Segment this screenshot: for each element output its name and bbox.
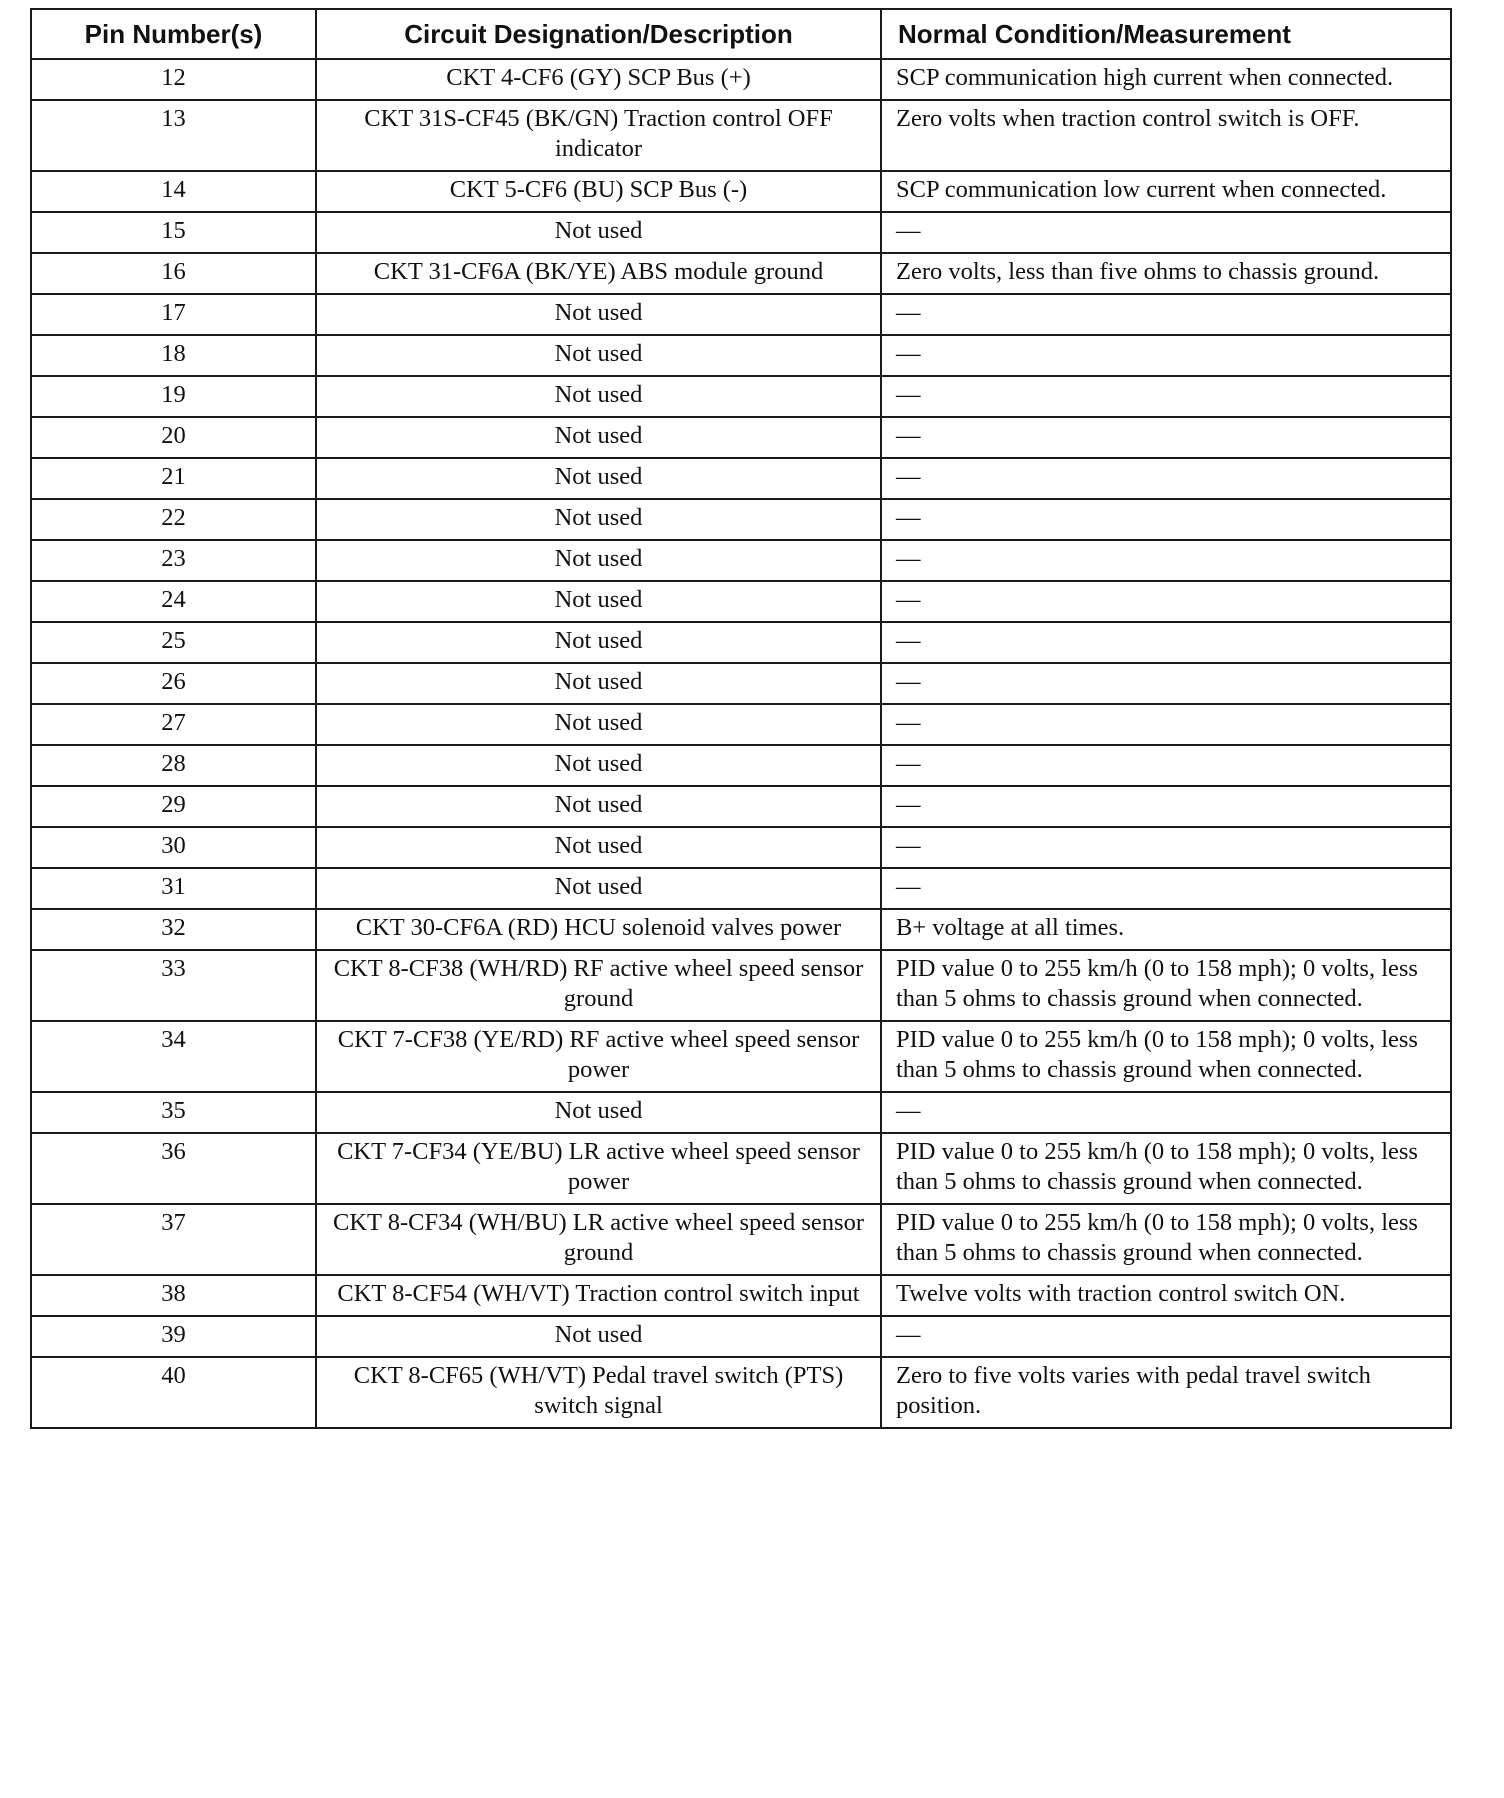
normal-condition-cell: SCP communication high current when connected. <box>881 59 1451 100</box>
table-row <box>31 212 1451 253</box>
table-row <box>31 622 1451 663</box>
table-row <box>31 171 1451 212</box>
normal-condition-cell: — <box>881 745 1451 786</box>
circuit-description-cell: Not used <box>316 212 881 253</box>
circuit-description-cell: Not used <box>316 294 881 335</box>
table-row <box>31 745 1451 786</box>
table-row <box>31 1357 1451 1428</box>
circuit-description-cell: CKT 4-CF6 (GY) SCP Bus (+) <box>316 59 881 100</box>
circuit-description-cell: CKT 31-CF6A (BK/YE) ABS module ground <box>316 253 881 294</box>
circuit-description-cell: Not used <box>316 704 881 745</box>
circuit-description-cell: Not used <box>316 458 881 499</box>
normal-condition-cell: SCP communication low current when connected. <box>881 171 1451 212</box>
pin-cell: 14 <box>31 171 316 212</box>
pin-cell: 37 <box>31 1204 316 1275</box>
normal-condition-cell: — <box>881 376 1451 417</box>
pin-cell: 40 <box>31 1357 316 1428</box>
pin-cell: 12 <box>31 59 316 100</box>
normal-condition-cell: — <box>881 786 1451 827</box>
circuit-description-cell: Not used <box>316 827 881 868</box>
pin-cell: 17 <box>31 294 316 335</box>
circuit-description-cell: Not used <box>316 663 881 704</box>
pin-cell: 21 <box>31 458 316 499</box>
table-row <box>31 540 1451 581</box>
table-row <box>31 376 1451 417</box>
circuit-description-cell: Not used <box>316 499 881 540</box>
normal-condition-cell: — <box>881 1092 1451 1133</box>
table-row <box>31 950 1451 1021</box>
normal-condition-cell: — <box>881 1316 1451 1357</box>
pin-cell: 28 <box>31 745 316 786</box>
table-row <box>31 335 1451 376</box>
normal-condition-cell: Zero volts, less than five ohms to chassis ground. <box>881 253 1451 294</box>
header-row <box>31 9 1451 59</box>
table-row <box>31 1021 1451 1092</box>
circuit-description-cell: Not used <box>316 335 881 376</box>
pin-cell: 13 <box>31 100 316 171</box>
normal-condition-cell: — <box>881 622 1451 663</box>
header-circuit-designation: Circuit Designation/Description <box>316 9 881 59</box>
table-row <box>31 1204 1451 1275</box>
normal-condition-cell: — <box>881 212 1451 253</box>
table-row <box>31 581 1451 622</box>
normal-condition-cell: — <box>881 704 1451 745</box>
circuit-description-cell: Not used <box>316 868 881 909</box>
circuit-description-cell: CKT 30-CF6A (RD) HCU solenoid valves power <box>316 909 881 950</box>
header-normal-condition: Normal Condition/Measurement <box>881 9 1451 59</box>
circuit-description-cell: Not used <box>316 417 881 458</box>
pin-cell: 31 <box>31 868 316 909</box>
pin-cell: 24 <box>31 581 316 622</box>
normal-condition-cell: — <box>881 868 1451 909</box>
table-row <box>31 1133 1451 1204</box>
normal-condition-cell: — <box>881 827 1451 868</box>
table-row <box>31 909 1451 950</box>
normal-condition-cell: — <box>881 663 1451 704</box>
pin-cell: 18 <box>31 335 316 376</box>
normal-condition-cell: — <box>881 499 1451 540</box>
pin-cell: 33 <box>31 950 316 1021</box>
circuit-description-cell: Not used <box>316 622 881 663</box>
table-row <box>31 827 1451 868</box>
circuit-description-cell: CKT 31S-CF45 (BK/GN) Traction control OFF indicator <box>316 100 881 171</box>
circuit-description-cell: CKT 5-CF6 (BU) SCP Bus (-) <box>316 171 881 212</box>
pinout-table-container <box>30 8 1450 1429</box>
normal-condition-cell: — <box>881 458 1451 499</box>
circuit-description-cell: Not used <box>316 786 881 827</box>
table-row <box>31 868 1451 909</box>
normal-condition-cell: Zero volts when traction control switch is OFF. <box>881 100 1451 171</box>
circuit-description-cell: Not used <box>316 745 881 786</box>
pin-cell: 32 <box>31 909 316 950</box>
table-row <box>31 786 1451 827</box>
pin-cell: 34 <box>31 1021 316 1092</box>
normal-condition-cell: — <box>881 294 1451 335</box>
normal-condition-cell: — <box>881 417 1451 458</box>
table-row <box>31 1316 1451 1357</box>
pinout-table <box>30 8 1452 1429</box>
table-body <box>31 59 1451 1428</box>
normal-condition-cell: — <box>881 540 1451 581</box>
circuit-description-cell: Not used <box>316 581 881 622</box>
pin-cell: 16 <box>31 253 316 294</box>
circuit-description-cell: CKT 8-CF34 (WH/BU) LR active wheel speed sensor ground <box>316 1204 881 1275</box>
normal-condition-cell: Zero to five volts varies with pedal travel switch position. <box>881 1357 1451 1428</box>
circuit-description-cell: Not used <box>316 540 881 581</box>
pin-cell: 38 <box>31 1275 316 1316</box>
pin-cell: 20 <box>31 417 316 458</box>
pin-cell: 39 <box>31 1316 316 1357</box>
table-row <box>31 253 1451 294</box>
normal-condition-cell: PID value 0 to 255 km/h (0 to 158 mph); 0 volts, less than 5 ohms to chassis ground when connected. <box>881 1021 1451 1092</box>
table-row <box>31 1275 1451 1316</box>
table-header <box>31 9 1451 59</box>
pin-cell: 23 <box>31 540 316 581</box>
header-pin-numbers: Pin Number(s) <box>31 9 316 59</box>
normal-condition-cell: — <box>881 335 1451 376</box>
circuit-description-cell: Not used <box>316 376 881 417</box>
normal-condition-cell: — <box>881 581 1451 622</box>
pin-cell: 19 <box>31 376 316 417</box>
table-row <box>31 59 1451 100</box>
pin-cell: 15 <box>31 212 316 253</box>
pin-cell: 35 <box>31 1092 316 1133</box>
pin-cell: 22 <box>31 499 316 540</box>
pin-cell: 30 <box>31 827 316 868</box>
pin-cell: 29 <box>31 786 316 827</box>
circuit-description-cell: CKT 8-CF54 (WH/VT) Traction control switch input <box>316 1275 881 1316</box>
circuit-description-cell: CKT 8-CF38 (WH/RD) RF active wheel speed sensor ground <box>316 950 881 1021</box>
normal-condition-cell: PID value 0 to 255 km/h (0 to 158 mph); 0 volts, less than 5 ohms to chassis ground when connected. <box>881 1204 1451 1275</box>
pin-cell: 25 <box>31 622 316 663</box>
normal-condition-cell: B+ voltage at all times. <box>881 909 1451 950</box>
circuit-description-cell: CKT 7-CF34 (YE/BU) LR active wheel speed sensor power <box>316 1133 881 1204</box>
pin-cell: 36 <box>31 1133 316 1204</box>
table-row <box>31 704 1451 745</box>
circuit-description-cell: Not used <box>316 1092 881 1133</box>
circuit-description-cell: CKT 7-CF38 (YE/RD) RF active wheel speed sensor power <box>316 1021 881 1092</box>
circuit-description-cell: CKT 8-CF65 (WH/VT) Pedal travel switch (PTS) switch signal <box>316 1357 881 1428</box>
table-row <box>31 100 1451 171</box>
table-row <box>31 1092 1451 1133</box>
pin-cell: 26 <box>31 663 316 704</box>
table-row <box>31 458 1451 499</box>
normal-condition-cell: PID value 0 to 255 km/h (0 to 158 mph); 0 volts, less than 5 ohms to chassis ground when connected. <box>881 1133 1451 1204</box>
table-row <box>31 417 1451 458</box>
normal-condition-cell: Twelve volts with traction control switch ON. <box>881 1275 1451 1316</box>
table-row <box>31 294 1451 335</box>
pin-cell: 27 <box>31 704 316 745</box>
table-row <box>31 663 1451 704</box>
circuit-description-cell: Not used <box>316 1316 881 1357</box>
table-row <box>31 499 1451 540</box>
normal-condition-cell: PID value 0 to 255 km/h (0 to 158 mph); 0 volts, less than 5 ohms to chassis ground when connected. <box>881 950 1451 1021</box>
